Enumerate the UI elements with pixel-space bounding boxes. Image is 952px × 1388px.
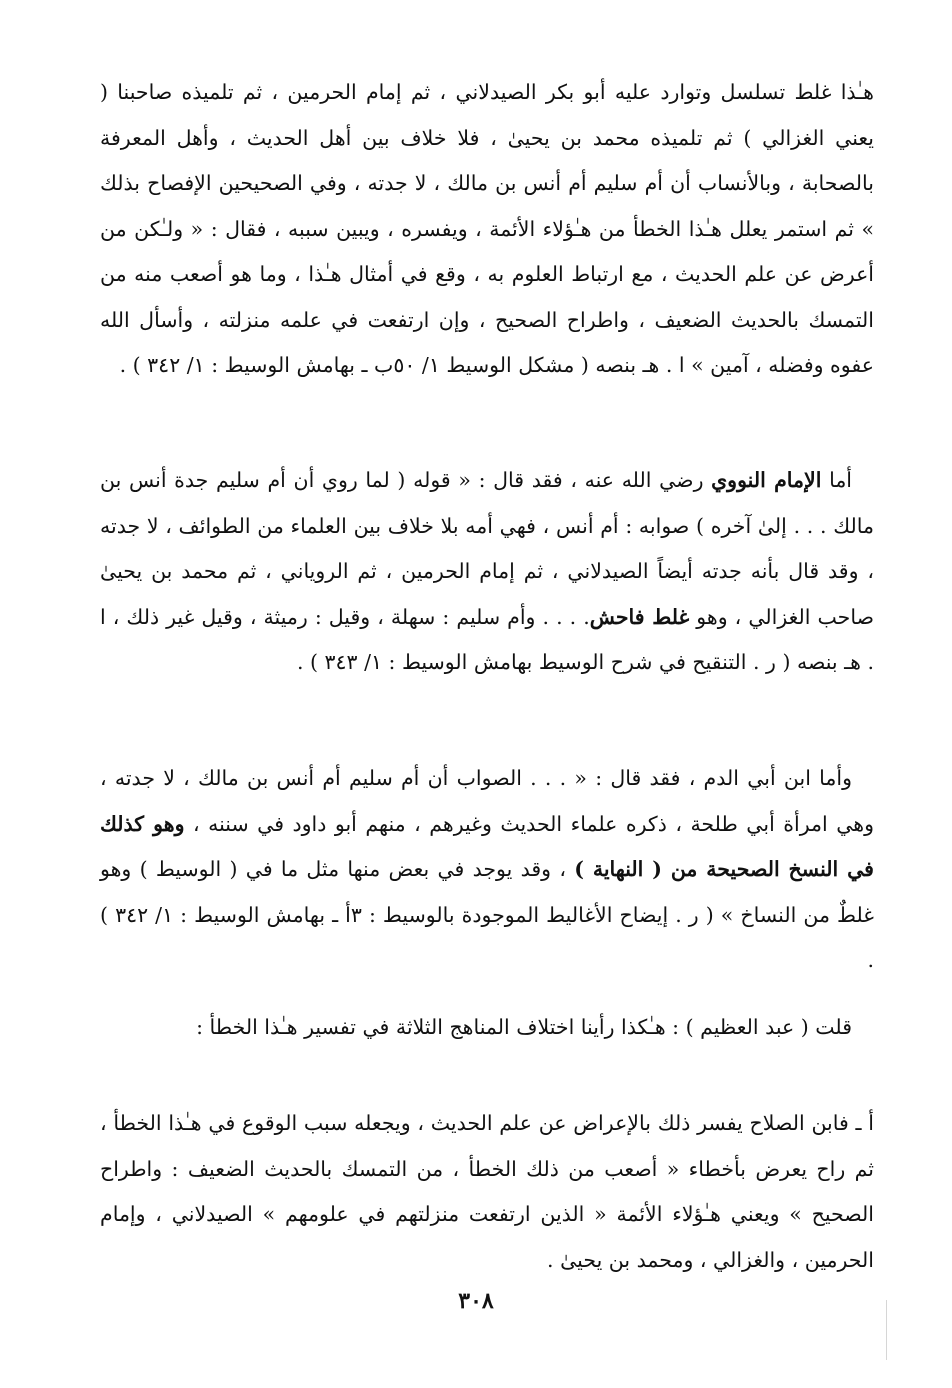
paragraph-text — [100, 458, 874, 686]
paragraph-text: قلت ( عبد العظيم ) : هـٰكذا رأينا اختلاف المناهج الثلاثة في تفسير هـٰذا الخطأ : — [196, 1015, 852, 1039]
text-run: أما — [821, 468, 852, 492]
paragraph-text — [100, 756, 874, 984]
text-run: وأما ابن أبي الدم ، فقد قال : « . . . الصواب أن أم سليم أم أنس بن مالك ، لا جدته ، وهي امرأة أبي طلحة ، ذكره علماء الحديث وغيرهم ، منهم أبو داود في سننه ، — [100, 766, 874, 836]
paragraph-ibn-salah-quote — [100, 70, 874, 389]
paragraph-point-a — [100, 1101, 874, 1283]
bold-name: الإمام النووي — [711, 468, 822, 492]
bold-phrase: غلط فاحش — [589, 604, 690, 629]
paragraph-nawawi — [100, 458, 874, 686]
paragraph-ibn-abi-al-dam — [100, 756, 874, 984]
paragraph-text: أ ـ فابن الصلاح يفسر ذلك بالإعراض عن علم الحديث ، ويجعله سبب الوقوع في هـٰذا الخطأ ، ثم راح يعرض بأخطاء « أصعب من ذلك الخطأ ، من التمسك بالحديث الضعيف : واطراح الصحيح » ويعني هـٰؤلاء الأئمة « الذين ارتفعت منزلتهم في علومهم » الصيدلاني ، وإمام الحرمين ، والغزالي ، ومحمد بن يحيىٰ . — [100, 1111, 874, 1272]
text-run: رضي الله عنه ، فقد قال : « قوله ( لما روي أن أم سليم جدة أنس بن مالك . . . إلىٰ آخره ) صوابه : أم أنس ، فهي أمه بلا خلاف بين العلماء من الطوائف ، لا جدته ، وقد قال بأنه جدته أيضاً الصيدلاني ، ثم إمام الحرمين ، ثم الروياني ، ثم محمد بن يحيىٰ صاحب الغزالي ، وهو — [100, 468, 875, 629]
text-run: . . . . وأم سليم : سهلة ، وقيل : رميثة ، وقيل غير ذلك ، ا . هـ بنصه ( ر . التنقيح في شرح الوسيط بهامش الوسيط : ١/ ٣٤٣ ) . — [100, 604, 874, 674]
text-run: ، وقد يوجد في بعض منها مثل ما في ( الوسيط ) وهو غلطٌ من النساخ » ( ر . إيضاح الأغاليط الموجودة بالوسيط : ٣أ ـ بهامش الوسيط : ١/ ٣٤٢ ) . — [100, 857, 874, 972]
paragraph-author-note — [100, 1005, 874, 1051]
scan-edge-line — [886, 1300, 887, 1360]
paragraph-text: هـٰذا غلط تسلسل وتوارد عليه أبو بكر الصيدلاني ، ثم إمام الحرمين ، ثم تلميذه صاحبنا ( يعني الغزالي ) ثم تلميذه محمد بن يحيىٰ ، فلا خلاف بين أهل الحديث ، وأهل المعرفة بالصحابة ، وبالأنساب أن أم سليم أم أنس بن مالك ، لا جدته ، وفي الصحيحين الإفصاح بذلك » ثم استمر يعلل هـٰذا الخطأ من هـٰؤلاء الأئمة ، ويفسره ، ويبين سببه ، فقال : « ولـٰكن من أعرض عن علم الحديث ، مع ارتباط العلوم به ، وقع في أمثال هـٰذا ، وما هو أصعب منه من التمسك بالحديث الضعيف ، واطراح الصحيح ، وإن ارتفعت في علمه منزلته ، وأسأل الله عفوه وفضله ، آمين » ا . هـ بنصه ( مشكل الوسيط ١/ ٥٠ب ـ بهامش الوسيط : ١/ ٣٤٢ ) . — [100, 80, 874, 377]
page-number: ٣٠٨ — [458, 1288, 494, 1314]
bold-phrase: وهو كذلك في النسخ الصحيحة من ( النهاية ) — [100, 811, 874, 881]
